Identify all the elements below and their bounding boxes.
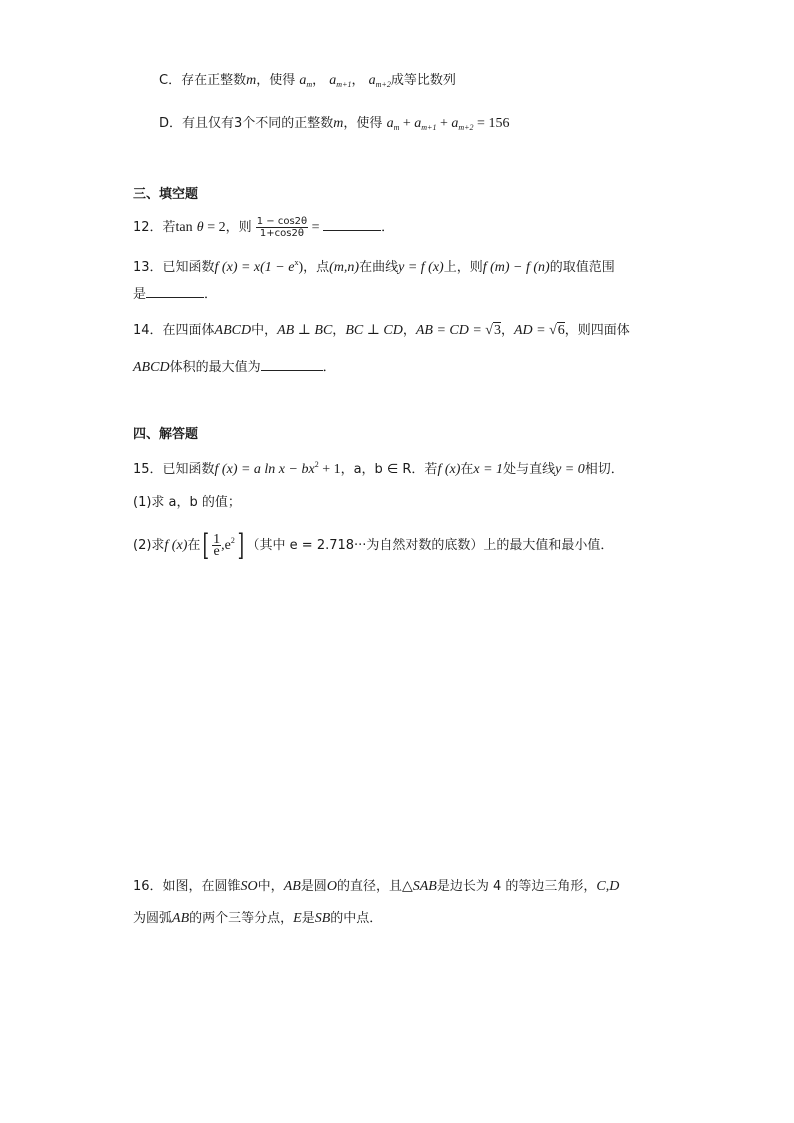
q15-p2-prefix: (2)求 bbox=[133, 538, 165, 553]
cone-so: SO bbox=[240, 879, 258, 894]
var-m: m bbox=[333, 116, 344, 131]
section-3-heading: 三、填空题 bbox=[133, 187, 199, 202]
q16-text: 为圆弧 bbox=[133, 911, 173, 926]
answer-blank[interactable] bbox=[323, 218, 381, 231]
function-f: f (x) bbox=[437, 462, 461, 477]
exponent: x bbox=[294, 258, 299, 267]
question-15 bbox=[133, 456, 624, 479]
function-f: f (x) bbox=[164, 538, 188, 553]
left-bracket: [ bbox=[203, 527, 210, 563]
q14-tail: ，则四面体 bbox=[564, 323, 630, 338]
fraction-denominator: e bbox=[213, 544, 220, 559]
curve: y = f (x) bbox=[398, 260, 444, 275]
subscript: m+2 bbox=[375, 80, 391, 89]
sep: ， bbox=[500, 323, 514, 338]
fraction bbox=[256, 216, 308, 239]
e-squared: ,e bbox=[221, 538, 231, 553]
condition-4: AD = √ bbox=[514, 323, 557, 338]
equals: = bbox=[308, 220, 324, 235]
period: ． bbox=[204, 287, 218, 302]
q16-text: 的两个三等分点， bbox=[189, 911, 294, 926]
period: ． bbox=[322, 360, 336, 375]
fraction bbox=[212, 534, 221, 557]
question-12 bbox=[133, 215, 394, 241]
period: ． bbox=[381, 220, 395, 235]
exponent: 2 bbox=[314, 460, 319, 469]
q16-text: 是圆 bbox=[300, 879, 327, 894]
circle-o: O bbox=[326, 879, 337, 894]
q14-line2: 体积的最大值为 bbox=[169, 360, 261, 375]
q15-mid: ，a，b ∈ R．若 bbox=[340, 462, 438, 477]
sep: ， bbox=[402, 323, 416, 338]
q13-prefix: 13．已知函数 bbox=[133, 260, 215, 275]
question-16 bbox=[133, 878, 619, 896]
sqrt-6: 6 bbox=[557, 323, 565, 338]
q15-tail: 相切． bbox=[584, 462, 624, 477]
difference: f (m) − f (n) bbox=[482, 260, 550, 275]
term-a: a bbox=[299, 73, 307, 88]
option-d-label: D．有且仅有3个不同的正整数 bbox=[159, 116, 334, 131]
sqrt-3: 3 bbox=[493, 323, 501, 338]
option-d-mid: ，使得 bbox=[343, 116, 383, 131]
sep: ， bbox=[332, 323, 346, 338]
tetrahedron-abcd: ABCD bbox=[214, 323, 252, 338]
arc-ab: AB bbox=[172, 911, 190, 926]
q16-text: 的直径，且 bbox=[336, 879, 402, 894]
exponent: 2 bbox=[230, 536, 235, 545]
fraction-numerator: 1 − cos2θ bbox=[256, 216, 308, 227]
q15-prefix: 15．已知函数 bbox=[133, 462, 215, 477]
q16-text: 的中点． bbox=[330, 911, 383, 926]
option-c bbox=[159, 72, 456, 94]
term-a: a bbox=[368, 73, 376, 88]
option-d bbox=[159, 115, 509, 137]
option-c-tail: 成等比数列 bbox=[390, 73, 456, 88]
plus: + bbox=[399, 116, 415, 131]
section-4-heading: 四、解答题 bbox=[133, 427, 199, 442]
subscript: m+1 bbox=[336, 80, 352, 89]
answer-blank[interactable] bbox=[261, 358, 323, 371]
function-f: f (x) = x(1 − e bbox=[214, 260, 295, 275]
subscript: m+1 bbox=[421, 123, 437, 132]
term-a: a bbox=[451, 116, 459, 131]
q15-mid3: 处与直线 bbox=[503, 462, 556, 477]
q16-prefix: 16．如图，在圆锥 bbox=[133, 879, 241, 894]
term-a: a bbox=[386, 116, 394, 131]
q15-p2-in: 在 bbox=[187, 538, 201, 553]
question-14 bbox=[133, 322, 630, 340]
sep: ， bbox=[351, 73, 365, 88]
term-a: a bbox=[329, 73, 337, 88]
condition-1: AB ⊥ BC bbox=[277, 323, 333, 338]
subscript: m+2 bbox=[458, 123, 474, 132]
equals-156: = 156 bbox=[473, 116, 510, 131]
question-16-line-2 bbox=[133, 910, 382, 928]
function-f: f (x) = a ln x − bx bbox=[214, 462, 315, 477]
theta: θ bbox=[196, 220, 204, 235]
q14-prefix: 14．在四面体 bbox=[133, 323, 215, 338]
y-equals-0: y = 0 bbox=[555, 462, 585, 477]
q16-text: 是边长为 4 的等边三角形， bbox=[436, 879, 597, 894]
segment-sb: SB bbox=[314, 911, 331, 926]
question-15-part-1: (1)求 a，b 的值； bbox=[133, 495, 241, 510]
question-14-line-2 bbox=[133, 358, 336, 377]
plus-one: + 1 bbox=[318, 462, 341, 477]
q13-mid2: 在曲线 bbox=[359, 260, 399, 275]
segment-ab: AB bbox=[283, 879, 301, 894]
tetrahedron-abcd: ABCD bbox=[133, 360, 170, 375]
right-bracket: ] bbox=[237, 527, 244, 563]
subscript: m bbox=[306, 80, 313, 89]
option-c-label: C．存在正整数 bbox=[159, 73, 247, 88]
question-13 bbox=[133, 254, 615, 277]
q15-p2-note: （其中 e = 2.718···为自然对数的底数）上的最大值和最小值． bbox=[246, 538, 614, 553]
plus: + bbox=[436, 116, 452, 131]
points-cd: C,D bbox=[596, 879, 620, 894]
tan: tan bbox=[175, 220, 193, 235]
q16-text: 是 bbox=[301, 911, 315, 926]
x-equals-1: x = 1 bbox=[473, 462, 504, 477]
q13-line2: 是 bbox=[133, 287, 147, 302]
q15-mid2: 在 bbox=[460, 462, 474, 477]
q13-tail: 的取值范围 bbox=[549, 260, 615, 275]
var-m: m bbox=[246, 73, 257, 88]
condition-2: BC ⊥ CD bbox=[345, 323, 403, 338]
sep: ， bbox=[312, 73, 326, 88]
answer-blank[interactable] bbox=[146, 285, 204, 298]
question-15-part-2 bbox=[133, 524, 613, 563]
subscript: m bbox=[393, 123, 400, 132]
condition-3: AB = CD = √ bbox=[415, 323, 493, 338]
q13-mid3: 上，则 bbox=[443, 260, 483, 275]
point-e: E bbox=[293, 911, 302, 926]
option-c-mid: ，使得 bbox=[256, 73, 296, 88]
q14-mid: 中， bbox=[251, 323, 278, 338]
triangle-sab: △SAB bbox=[401, 879, 437, 894]
point-mn: (m,n) bbox=[329, 260, 360, 275]
q12-prefix: 12．若 bbox=[133, 220, 176, 235]
fraction-numerator: 1 bbox=[213, 532, 221, 547]
q12-mid: ，则 bbox=[225, 220, 252, 235]
close-paren: ) bbox=[298, 260, 304, 275]
term-a: a bbox=[414, 116, 422, 131]
eq-2: = 2 bbox=[203, 220, 226, 235]
q13-mid: ，点 bbox=[303, 260, 330, 275]
question-13-line-2 bbox=[133, 285, 217, 304]
q16-text: 中， bbox=[257, 879, 284, 894]
fraction-denominator: 1+cos2θ bbox=[259, 228, 304, 239]
